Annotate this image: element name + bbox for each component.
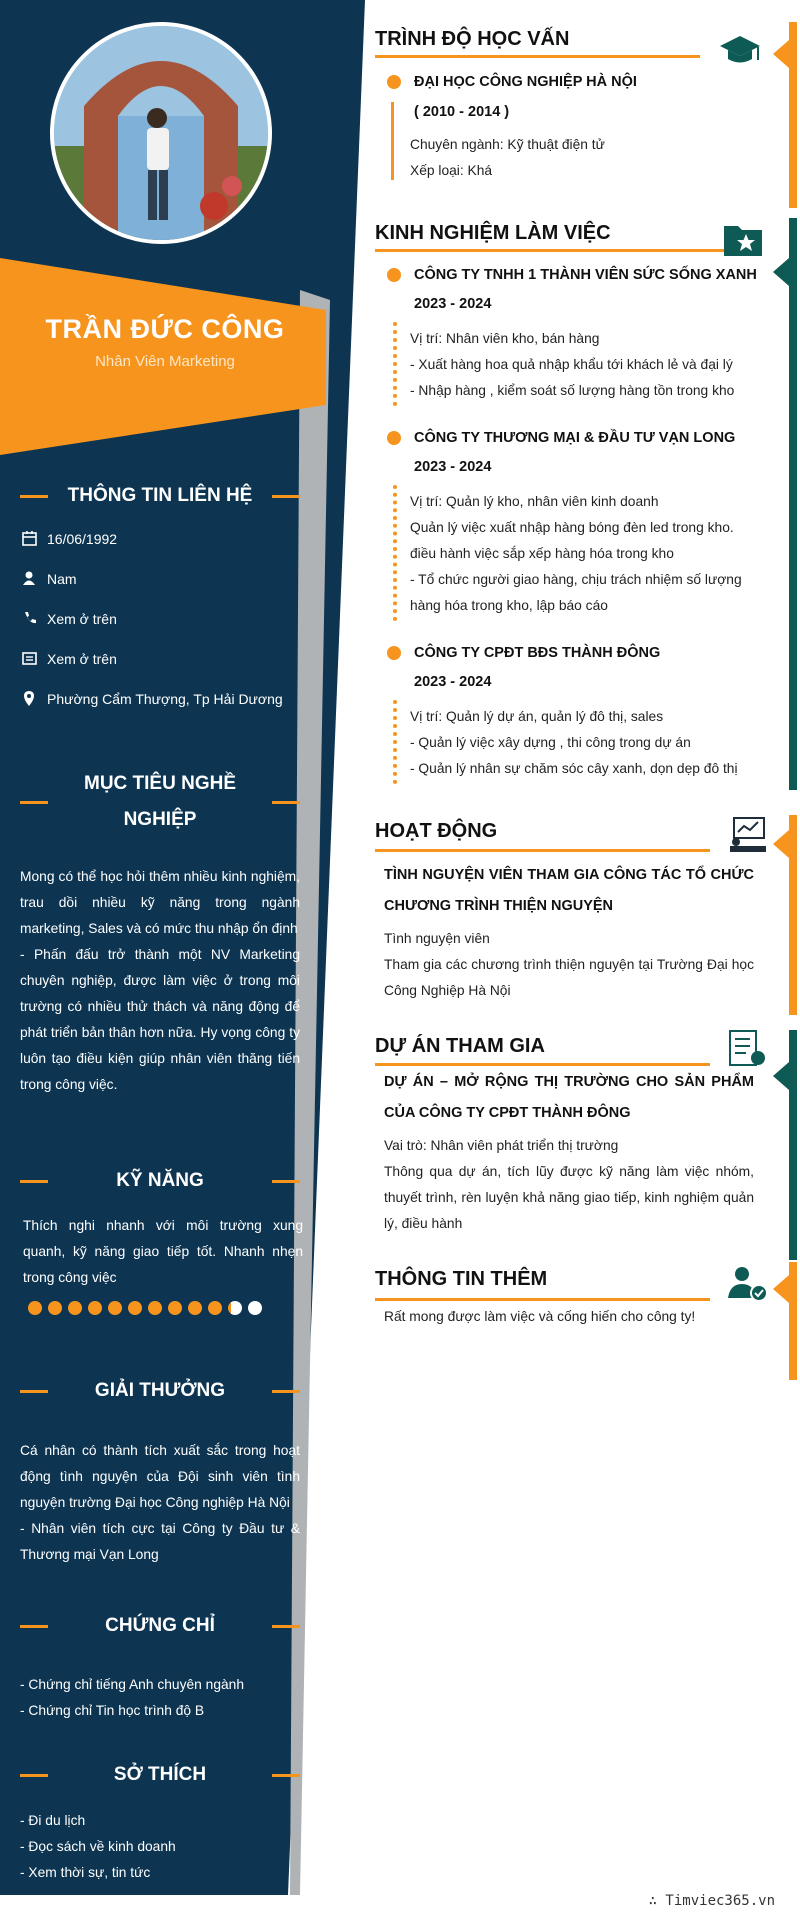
divider	[272, 801, 300, 804]
certificates-list	[20, 1672, 310, 1724]
accent-arrow	[773, 40, 789, 68]
awards-text: Cá nhân có thành tích xuất sắc trong hoạt động tình nguyện của Đội sinh viên tình nguyện trường Đại học Công nghiệp Hà Nội - Nhân viên tích cực tại Công ty Đầu tư & Thương mại Vạn Long	[20, 1443, 300, 1562]
additional-text: Rất mong được làm việc và cống hiến cho công ty!	[384, 1309, 696, 1324]
location-icon	[20, 689, 40, 709]
activities-heading: HOẠT ĐỘNG	[375, 820, 498, 842]
job-line: - Nhập hàng , kiểm soát số lượng hàng tồn trong kho	[410, 383, 735, 398]
skill-dot	[168, 1301, 182, 1315]
divider	[272, 1180, 300, 1183]
activity-text: Tham gia các chương trình thiện nguyện tại Trường Đại học Công Nghiệp Hà Nội	[384, 957, 754, 998]
contact-address: Phường Cẩm Thượng, Tp Hải Dương	[20, 688, 320, 710]
accent-arrow	[773, 1275, 789, 1303]
checklist-icon	[724, 1028, 768, 1068]
accent-arrow	[773, 830, 789, 858]
experience-heading: KINH NGHIỆM LÀM VIỆC	[375, 222, 611, 244]
skill-dot	[188, 1301, 202, 1315]
skill-dot	[208, 1301, 222, 1315]
skill-dot	[68, 1301, 82, 1315]
job-line: Quản lý việc xuất nhập hàng bóng đèn led trong kho.	[410, 520, 734, 535]
activity-role: Tình nguyện viên	[384, 931, 490, 946]
company-name: CÔNG TY CPĐT BĐS THÀNH ĐÔNG	[414, 645, 661, 661]
divider	[272, 1625, 300, 1628]
hobbies-heading: SỞ THÍCH	[20, 1757, 300, 1793]
contact-gender: Nam	[20, 568, 320, 590]
projects-heading: DỰ ÁN THAM GIA	[375, 1035, 545, 1057]
certificates-heading: CHỨNG CHỈ	[20, 1608, 300, 1644]
job-date: 2023 - 2024	[414, 674, 492, 690]
timeline-dots	[393, 485, 397, 621]
contact-birthdate: 16/06/1992	[20, 528, 320, 550]
job-title: Nhân Viên Marketing	[95, 353, 235, 370]
job-line: Vị trí: Quản lý dự án, quản lý đô thị, sales	[410, 709, 664, 724]
divider	[375, 249, 755, 252]
grade: Xếp loại: Khá	[410, 163, 493, 178]
accent-band	[789, 1030, 797, 1260]
bullet	[387, 268, 401, 282]
divider	[20, 1625, 48, 1628]
footer-watermark: ∴ Timviec365.vn	[648, 1893, 775, 1909]
hobbies-list	[20, 1808, 310, 1886]
accent-arrow	[773, 258, 789, 286]
job-line: - Tổ chức người giao hàng, chịu trách nhiệm số lượng	[410, 572, 742, 587]
job-line: hàng hóa trong kho, lập báo cáo	[410, 598, 608, 613]
list-item: - Xem thời sự, tin tức	[20, 1865, 151, 1880]
project-text: Thông qua dự án, tích lũy được kỹ năng làm việc nhóm, thuyết trình, rèn luyện khả năng giao tiếp, kinh nghiệm quản lý, điều hành	[384, 1164, 754, 1231]
contact-phone: Xem ở trên	[20, 608, 320, 630]
skill-dot	[108, 1301, 122, 1315]
skill-dot	[28, 1301, 42, 1315]
contact-email: Xem ở trên	[20, 648, 320, 670]
user-check-icon	[726, 1264, 770, 1304]
divider	[375, 1063, 710, 1066]
company-name: CÔNG TY THƯƠNG MẠI & ĐẦU TƯ VẠN LONG	[414, 430, 736, 446]
timeline-dots	[393, 322, 397, 406]
skills-text: Thích nghi nhanh với môi trường xung quanh, kỹ năng giao tiếp tốt. Nhanh nhẹn trong công việc	[23, 1218, 303, 1285]
objective-text: Mong có thể học hỏi thêm nhiều kinh nghiệm, trau dồi nhiều kỹ năng trong ngành marketing, Sales và có mức thu nhập ổn định - Phấn đấu trở thành một NV Marketing chuyên nghiệp, được làm việc ở trong môi trường có nhiều thử thách và năng động để phát triển bản thân hơn nữa. Hy vọng công ty luôn tạo điều kiện giúp nhân viên thăng tiến trong công việc.	[20, 869, 300, 1092]
job-line: - Quản lý việc xây dựng , thi công trong dự án	[410, 735, 691, 750]
accent-band	[789, 815, 797, 1015]
presentation-icon	[726, 814, 770, 854]
name-banner	[0, 300, 330, 385]
timeline-line	[391, 102, 394, 180]
divider	[375, 1298, 710, 1301]
bullet	[387, 431, 401, 445]
skill-dot	[128, 1301, 142, 1315]
contact-heading: THÔNG TIN LIÊN HỆ	[20, 478, 300, 514]
list-item: - Chứng chỉ tiếng Anh chuyên ngành	[20, 1677, 245, 1692]
divider	[20, 801, 48, 804]
divider	[375, 849, 710, 852]
graduation-cap-icon	[718, 30, 762, 70]
divider	[375, 55, 700, 58]
job-date: 2023 - 2024	[414, 459, 492, 475]
divider	[20, 1774, 48, 1777]
divider	[272, 1774, 300, 1777]
skill-dot	[48, 1301, 62, 1315]
job-line: - Quản lý nhân sự chăm sóc cây xanh, dọn dẹp đô thị	[410, 761, 738, 776]
activity-title: TÌNH NGUYỆN VIÊN THAM GIA CÔNG TÁC TỔ CHỨC CHƯƠNG TRÌNH THIỆN NGUYỆN	[384, 867, 754, 914]
accent-band	[789, 22, 797, 208]
bullet	[387, 646, 401, 660]
folder-star-icon	[722, 220, 766, 260]
objective-heading: MỤC TIÊU NGHỀ NGHIỆP	[20, 766, 300, 838]
school-years: ( 2010 - 2014 )	[414, 104, 510, 120]
bullet	[387, 75, 401, 89]
skill-dot	[88, 1301, 102, 1315]
awards-heading: GIẢI THƯỞNG	[20, 1373, 300, 1409]
divider	[272, 1390, 300, 1393]
project-role: Vai trò: Nhân viên phát triển thị trường	[384, 1138, 619, 1153]
divider	[20, 1180, 48, 1183]
skill-rating	[28, 1301, 262, 1315]
skills-heading: KỸ NĂNG	[20, 1163, 300, 1199]
job-line: - Xuất hàng hoa quả nhập khẩu tới khách lẻ và đại lý	[410, 357, 733, 372]
full-name: TRẦN ĐỨC CÔNG	[45, 314, 285, 344]
job-line: Vị trí: Nhân viên kho, bán hàng	[410, 331, 600, 346]
accent-band	[789, 1262, 797, 1380]
education-heading: TRÌNH ĐỘ HỌC VẤN	[375, 28, 570, 50]
divider	[272, 495, 300, 498]
timeline-dots	[393, 700, 397, 784]
skill-dot	[228, 1301, 242, 1315]
job-date: 2023 - 2024	[414, 296, 492, 312]
list-item: - Đi du lịch	[20, 1813, 86, 1828]
job-line: điều hành việc sắp xếp hàng hóa trong kho	[410, 546, 674, 561]
major: Chuyên ngành: Kỹ thuật điện tử	[410, 137, 605, 152]
skill-dot	[248, 1301, 262, 1315]
user-icon	[20, 569, 40, 589]
divider	[20, 1390, 48, 1393]
school-name: ĐẠI HỌC CÔNG NGHIỆP HÀ NỘI	[414, 74, 637, 90]
divider	[20, 495, 48, 498]
project-title: DỰ ÁN – MỞ RỘNG THỊ TRƯỜNG CHO SẢN PHẨM CỦA CÔNG TY CPĐT THÀNH ĐÔNG	[384, 1074, 754, 1121]
company-name: CÔNG TY TNHH 1 THÀNH VIÊN SỨC SỐNG XANH	[414, 267, 757, 283]
avatar	[50, 22, 272, 244]
job-line: Vị trí: Quản lý kho, nhân viên kinh doanh	[410, 494, 659, 509]
calendar-icon	[20, 529, 40, 549]
skill-dot	[148, 1301, 162, 1315]
list-item: - Chứng chỉ Tin học trình độ B	[20, 1703, 205, 1718]
list-item: - Đọc sách về kinh doanh	[20, 1839, 176, 1854]
email-icon	[20, 649, 40, 669]
accent-arrow	[773, 1062, 789, 1090]
accent-band	[789, 218, 797, 790]
phone-icon	[20, 609, 40, 629]
additional-heading: THÔNG TIN THÊM	[375, 1268, 548, 1290]
